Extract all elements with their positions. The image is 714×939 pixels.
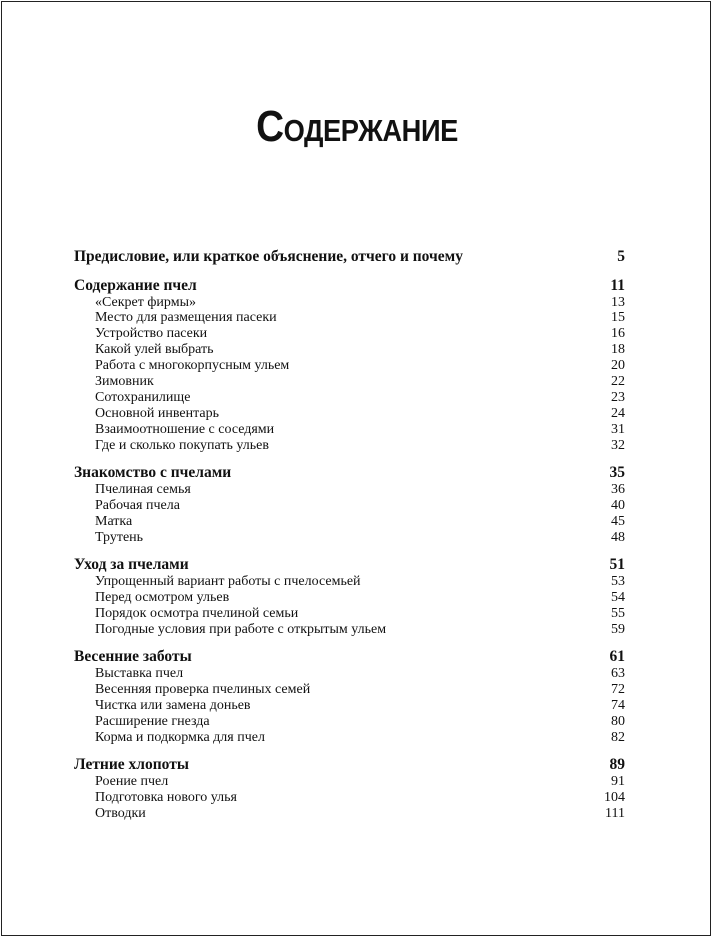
- entry-page-number: 54: [611, 590, 625, 606]
- section-title: Содержание пчел: [74, 276, 197, 294]
- entry-page-number: 36: [611, 482, 625, 498]
- toc-section: [74, 556, 625, 638]
- entry-title: Перед осмотром ульев: [95, 590, 230, 606]
- entry-page-number: 59: [611, 621, 625, 637]
- entry-page-number: 104: [604, 790, 625, 806]
- toc-entry[interactable]: [74, 730, 625, 746]
- entry-page-number: 20: [611, 358, 625, 374]
- toc-entry[interactable]: [74, 406, 625, 422]
- toc-entry[interactable]: [74, 530, 625, 546]
- toc-entry[interactable]: [74, 390, 625, 406]
- section-title: Уход за пчелами: [74, 556, 189, 574]
- entry-title: Сотохранилище: [95, 389, 191, 405]
- toc-entry[interactable]: [74, 666, 625, 682]
- entry-title: Трутень: [95, 529, 144, 545]
- section-page-number: 51: [609, 556, 625, 574]
- toc-entry[interactable]: [74, 482, 625, 498]
- entry-title: Пчелиная семья: [95, 482, 191, 498]
- toc-entry[interactable]: [74, 714, 625, 730]
- entry-page-number: 53: [611, 574, 625, 590]
- section-page-number: 61: [609, 648, 625, 666]
- entry-title: Работа с многокорпусным ульем: [95, 358, 290, 374]
- toc-section: [74, 248, 625, 266]
- entry-title: Чистка или замена доньев: [95, 698, 251, 714]
- entry-page-number: 15: [611, 310, 625, 326]
- entry-title: Роение пчел: [95, 774, 169, 790]
- toc-section: [74, 756, 625, 822]
- entry-page-number: 55: [611, 606, 625, 621]
- entry-title: Основной инвентарь: [95, 405, 220, 421]
- section-title: Предисловие, или краткое объяснение, отчего и почему: [74, 248, 463, 265]
- section-title: Весенние заботы: [74, 648, 192, 666]
- section-page-number: 11: [610, 276, 625, 294]
- section-page-number: 89: [609, 756, 625, 774]
- entry-page-number: 24: [611, 405, 625, 421]
- toc-entry[interactable]: [74, 606, 625, 622]
- entry-title: Расширение гнезда: [95, 714, 210, 730]
- entry-title: Подготовка нового улья: [95, 790, 237, 806]
- entry-page-number: 23: [611, 389, 625, 405]
- entry-page-number: 80: [611, 714, 625, 730]
- entry-title: Рабочая пчела: [95, 497, 180, 513]
- entry-page-number: 45: [611, 513, 625, 529]
- toc-section: [74, 464, 625, 546]
- toc-entry[interactable]: [74, 358, 625, 374]
- entry-page-number: 18: [611, 342, 625, 358]
- section-title: Летние хлопоты: [74, 756, 189, 774]
- toc-entry[interactable]: [74, 682, 625, 698]
- toc-section-heading[interactable]: [74, 277, 625, 295]
- entry-title: Матка: [95, 513, 133, 529]
- toc-entry[interactable]: [74, 622, 625, 638]
- toc-section-heading[interactable]: [74, 556, 625, 574]
- toc-entry[interactable]: [74, 698, 625, 714]
- entry-page-number: 16: [611, 326, 625, 342]
- section-page-number: 5: [617, 248, 625, 265]
- entry-page-number: 22: [611, 374, 625, 390]
- toc-entry[interactable]: [74, 326, 625, 342]
- entry-title: Отводки: [95, 806, 146, 822]
- toc-entry[interactable]: [74, 774, 625, 790]
- toc-entry[interactable]: [74, 438, 625, 454]
- entry-page-number: 32: [611, 437, 625, 453]
- page-title: Содержание: [256, 102, 458, 151]
- toc-entry[interactable]: [74, 514, 625, 530]
- entry-page-number: 72: [611, 682, 625, 698]
- toc-entry[interactable]: [74, 310, 625, 326]
- entry-page-number: 74: [611, 698, 625, 714]
- entry-title: Какой улей выбрать: [95, 342, 214, 358]
- entry-title: «Секрет фирмы»: [95, 294, 196, 310]
- entry-page-number: 48: [611, 529, 625, 545]
- toc-entry[interactable]: [74, 422, 625, 438]
- entry-title: Взаимоотношение с соседями: [95, 421, 275, 437]
- entry-page-number: 40: [611, 497, 625, 513]
- entry-title: Зимовник: [95, 374, 154, 390]
- entry-title: Место для размещения пасеки: [95, 310, 277, 326]
- toc-section: [74, 648, 625, 746]
- entry-page-number: 91: [611, 774, 625, 790]
- section-title: Знакомство с пчелами: [74, 464, 232, 482]
- entry-title: Порядок осмотра пчелиной семьи: [95, 606, 299, 621]
- toc-section-heading[interactable]: [74, 248, 625, 266]
- entry-title: Где и сколько покупать ульев: [95, 437, 269, 453]
- entry-page-number: 111: [605, 806, 625, 822]
- toc-entry[interactable]: [74, 342, 625, 358]
- entry-title: Корма и подкормка для пчел: [95, 729, 265, 745]
- entry-page-number: 31: [611, 421, 625, 437]
- toc-entry[interactable]: [74, 574, 625, 590]
- entry-title: Устройство пасеки: [95, 326, 208, 342]
- table-of-contents: [74, 248, 625, 833]
- entry-page-number: 63: [611, 666, 625, 682]
- toc-section-heading[interactable]: [74, 648, 625, 666]
- toc-section-heading[interactable]: [74, 464, 625, 482]
- toc-entry[interactable]: [74, 806, 625, 822]
- toc-entry[interactable]: [74, 790, 625, 806]
- entry-title: Весенняя проверка пчелиных семей: [95, 682, 311, 698]
- toc-entry[interactable]: [74, 498, 625, 514]
- entry-page-number: 82: [611, 729, 625, 745]
- toc-entry[interactable]: [74, 295, 625, 311]
- toc-section: [74, 277, 625, 454]
- entry-title: Упрощенный вариант работы с пчелосемьей: [95, 574, 361, 590]
- toc-entry[interactable]: [74, 374, 625, 390]
- section-page-number: 35: [609, 464, 625, 482]
- entry-page-number: 13: [611, 294, 625, 310]
- toc-section-heading[interactable]: [74, 756, 625, 774]
- entry-title: Выставка пчел: [95, 666, 184, 682]
- toc-entry[interactable]: [74, 590, 625, 606]
- entry-title: Погодные условия при работе с открытым ульем: [95, 621, 387, 637]
